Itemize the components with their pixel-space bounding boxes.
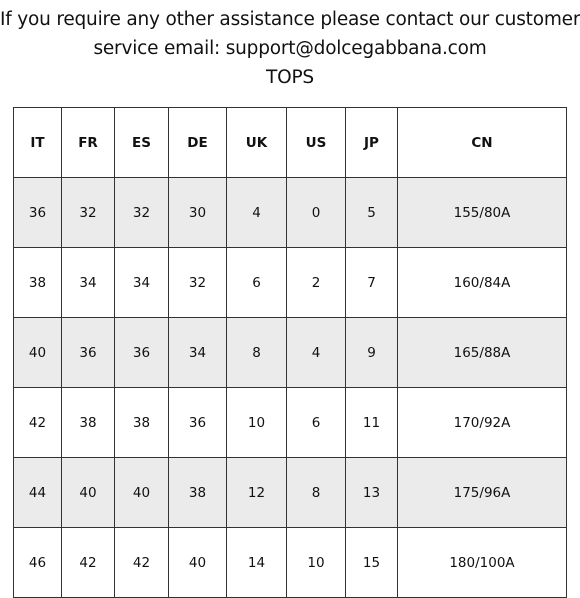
cell-es: 34 — [115, 248, 169, 318]
cell-us: 0 — [287, 178, 346, 248]
cell-es: 32 — [115, 178, 169, 248]
header-fr: FR — [62, 108, 115, 178]
assistance-notice — [0, 5, 580, 92]
cell-fr: 40 — [62, 458, 115, 528]
cell-uk: 4 — [227, 178, 287, 248]
cell-it: 36 — [14, 178, 62, 248]
assistance-text-line-2: service email: support@dolcegabbana.com — [93, 38, 487, 59]
cell-fr: 42 — [62, 528, 115, 598]
cell-fr: 36 — [62, 318, 115, 388]
cell-it: 38 — [14, 248, 62, 318]
cell-de: 36 — [169, 388, 227, 458]
cell-fr: 38 — [62, 388, 115, 458]
cell-de: 30 — [169, 178, 227, 248]
cell-us: 6 — [287, 388, 346, 458]
table-row — [14, 388, 567, 458]
table-header-row — [14, 108, 567, 178]
cell-uk: 12 — [227, 458, 287, 528]
section-title-tops: TOPS — [266, 67, 314, 88]
table-row — [14, 318, 567, 388]
header-it: IT — [14, 108, 62, 178]
header-us: US — [287, 108, 346, 178]
cell-cn: 160/84A — [398, 248, 567, 318]
cell-cn: 165/88A — [398, 318, 567, 388]
cell-cn: 170/92A — [398, 388, 567, 458]
cell-us: 8 — [287, 458, 346, 528]
cell-us: 10 — [287, 528, 346, 598]
cell-jp: 11 — [346, 388, 398, 458]
table-row — [14, 528, 567, 598]
header-es: ES — [115, 108, 169, 178]
cell-cn: 180/100A — [398, 528, 567, 598]
cell-es: 42 — [115, 528, 169, 598]
cell-cn: 155/80A — [398, 178, 567, 248]
cell-it: 42 — [14, 388, 62, 458]
cell-fr: 32 — [62, 178, 115, 248]
table-row — [14, 178, 567, 248]
cell-de: 40 — [169, 528, 227, 598]
cell-uk: 8 — [227, 318, 287, 388]
cell-jp: 9 — [346, 318, 398, 388]
cell-de: 34 — [169, 318, 227, 388]
cell-uk: 14 — [227, 528, 287, 598]
cell-fr: 34 — [62, 248, 115, 318]
cell-de: 38 — [169, 458, 227, 528]
size-conversion-table — [13, 107, 567, 598]
cell-jp: 15 — [346, 528, 398, 598]
cell-cn: 175/96A — [398, 458, 567, 528]
cell-jp: 7 — [346, 248, 398, 318]
cell-uk: 6 — [227, 248, 287, 318]
cell-us: 4 — [287, 318, 346, 388]
cell-uk: 10 — [227, 388, 287, 458]
header-uk: UK — [227, 108, 287, 178]
header-cn: CN — [398, 108, 567, 178]
table-row — [14, 248, 567, 318]
header-de: DE — [169, 108, 227, 178]
cell-it: 44 — [14, 458, 62, 528]
cell-jp: 5 — [346, 178, 398, 248]
cell-es: 36 — [115, 318, 169, 388]
cell-es: 40 — [115, 458, 169, 528]
cell-it: 40 — [14, 318, 62, 388]
cell-jp: 13 — [346, 458, 398, 528]
cell-de: 32 — [169, 248, 227, 318]
cell-us: 2 — [287, 248, 346, 318]
assistance-text-line-1: If you require any other assistance please contact our customer — [0, 9, 580, 30]
table-row — [14, 458, 567, 528]
cell-it: 46 — [14, 528, 62, 598]
cell-es: 38 — [115, 388, 169, 458]
header-jp: JP — [346, 108, 398, 178]
